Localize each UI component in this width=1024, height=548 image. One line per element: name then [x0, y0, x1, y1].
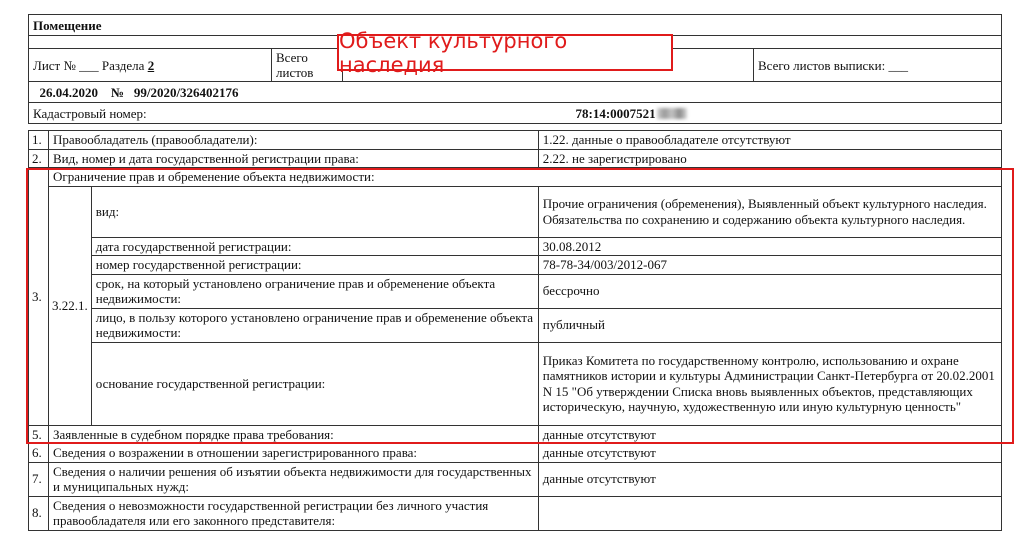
registration-basis-label: основание государственной регистрации:: [91, 342, 538, 425]
cadastral-label-cell: [29, 103, 343, 124]
row-value: [538, 496, 1001, 530]
table-row: [29, 496, 1002, 530]
table-row: [29, 168, 1002, 187]
sheet-blank: ___: [79, 57, 99, 73]
extract-date: 26.04.2020: [39, 84, 98, 100]
total-extract-cell: [754, 49, 1002, 82]
cadastral-value-cell: [343, 103, 1002, 124]
row-label: Правообладатель (правообладатели):: [49, 131, 539, 150]
row-label: Сведения о возражении в отношении зарегистрированного права:: [49, 444, 539, 463]
cadastral-label: Кадастровый номер:: [33, 105, 147, 121]
row-number: 3.: [29, 168, 49, 426]
total-extract-blank: ___: [888, 57, 908, 73]
table-row: [29, 462, 1002, 496]
row-number: 2.: [29, 149, 49, 168]
beneficiary-value: публичный: [538, 308, 1001, 342]
row-label: Заявленные в судебном порядке права требования:: [49, 425, 539, 444]
row-label: Сведения о наличии решения об изъятии объекта недвижимости для государственных и муниципальных нужд:: [49, 462, 539, 496]
row-label: Ограничение прав и обременение объекта недвижимости:: [49, 168, 1002, 187]
encumbrance-kind-label: вид:: [91, 186, 538, 237]
section-value: 2: [147, 57, 155, 73]
row-number: 1.: [29, 131, 49, 150]
total-sheets-cell: [272, 49, 343, 82]
sub-row-number: 3.22.1.: [49, 186, 92, 425]
registration-number: 99/2020/326402176: [133, 84, 239, 100]
cadastral-number: 78:14:0007521: [575, 105, 656, 121]
row-label: Вид, номер и дата государственной регистрации права:: [49, 149, 539, 168]
table-row: [29, 237, 1002, 256]
table-row: [29, 308, 1002, 342]
redacted-blur: [657, 108, 687, 119]
row-number: 7.: [29, 462, 49, 496]
total-sheets-label: Всего листов: [276, 50, 314, 80]
registration-basis-value: Приказ Комитета по государственному контролю, использованию и охране памятников истории и культуры Администрации Санкт-Петербурга от 20.02.2001 N 15 "Об утверждении Списка вновь выявленных объектов, представляющих историческую, научную, художественную или иную культурную ценность": [538, 342, 1001, 425]
registration-date-value: 30.08.2012: [538, 237, 1001, 256]
row-value: данные отсутствуют: [538, 444, 1001, 463]
table-row: [29, 186, 1002, 237]
registration-number-label: номер государственной регистрации:: [91, 256, 538, 275]
table-row: [29, 274, 1002, 308]
term-label: срок, на который установлено ограничение прав и обременение объекта недвижимости:: [91, 274, 538, 308]
table-row: [29, 444, 1002, 463]
encumbrance-kind-value: Прочие ограничения (обременения), Выявленный объект культурного наследия. Обязательства по сохранению и содержанию объекта культурного наследия.: [538, 186, 1001, 237]
sheet-info-cell: [29, 49, 272, 82]
registration-number-value: 78-78-34/003/2012-067: [538, 256, 1001, 275]
row-value: 2.22. не зарегистрировано: [538, 149, 1001, 168]
row-number: 5.: [29, 425, 49, 444]
table-row: [29, 149, 1002, 168]
total-extract-label: Всего листов выписки:: [758, 57, 886, 73]
row-value: данные отсутствуют: [538, 462, 1001, 496]
object-type-title: Помещение: [29, 15, 1002, 36]
beneficiary-label: лицо, в пользу которого установлено ограничение прав и обременение объекта недвижимости:: [91, 308, 538, 342]
row-label: Сведения о невозможности государственной регистрации без личного участия правообладателя или его законного представителя:: [49, 496, 539, 530]
table-row: [29, 256, 1002, 275]
term-value: бессрочно: [538, 274, 1001, 308]
cultural-heritage-annotation: [337, 28, 673, 77]
row-number: 8.: [29, 496, 49, 530]
table-row: [29, 342, 1002, 425]
sheet-label: Лист №: [33, 57, 76, 73]
table-row: [29, 131, 1002, 150]
registration-line: [29, 82, 1002, 103]
number-sign: №: [111, 84, 125, 100]
row-value: 1.22. данные о правообладателе отсутствуют: [538, 131, 1001, 150]
row-number: 6.: [29, 444, 49, 463]
encumbrance-table: [28, 130, 1002, 531]
registration-date-label: дата государственной регистрации:: [91, 237, 538, 256]
row-value: данные отсутствуют: [538, 425, 1001, 444]
table-row: [29, 425, 1002, 444]
annotation-label: Объект культурного наследия: [339, 28, 568, 77]
section-label: Раздела: [101, 57, 145, 73]
